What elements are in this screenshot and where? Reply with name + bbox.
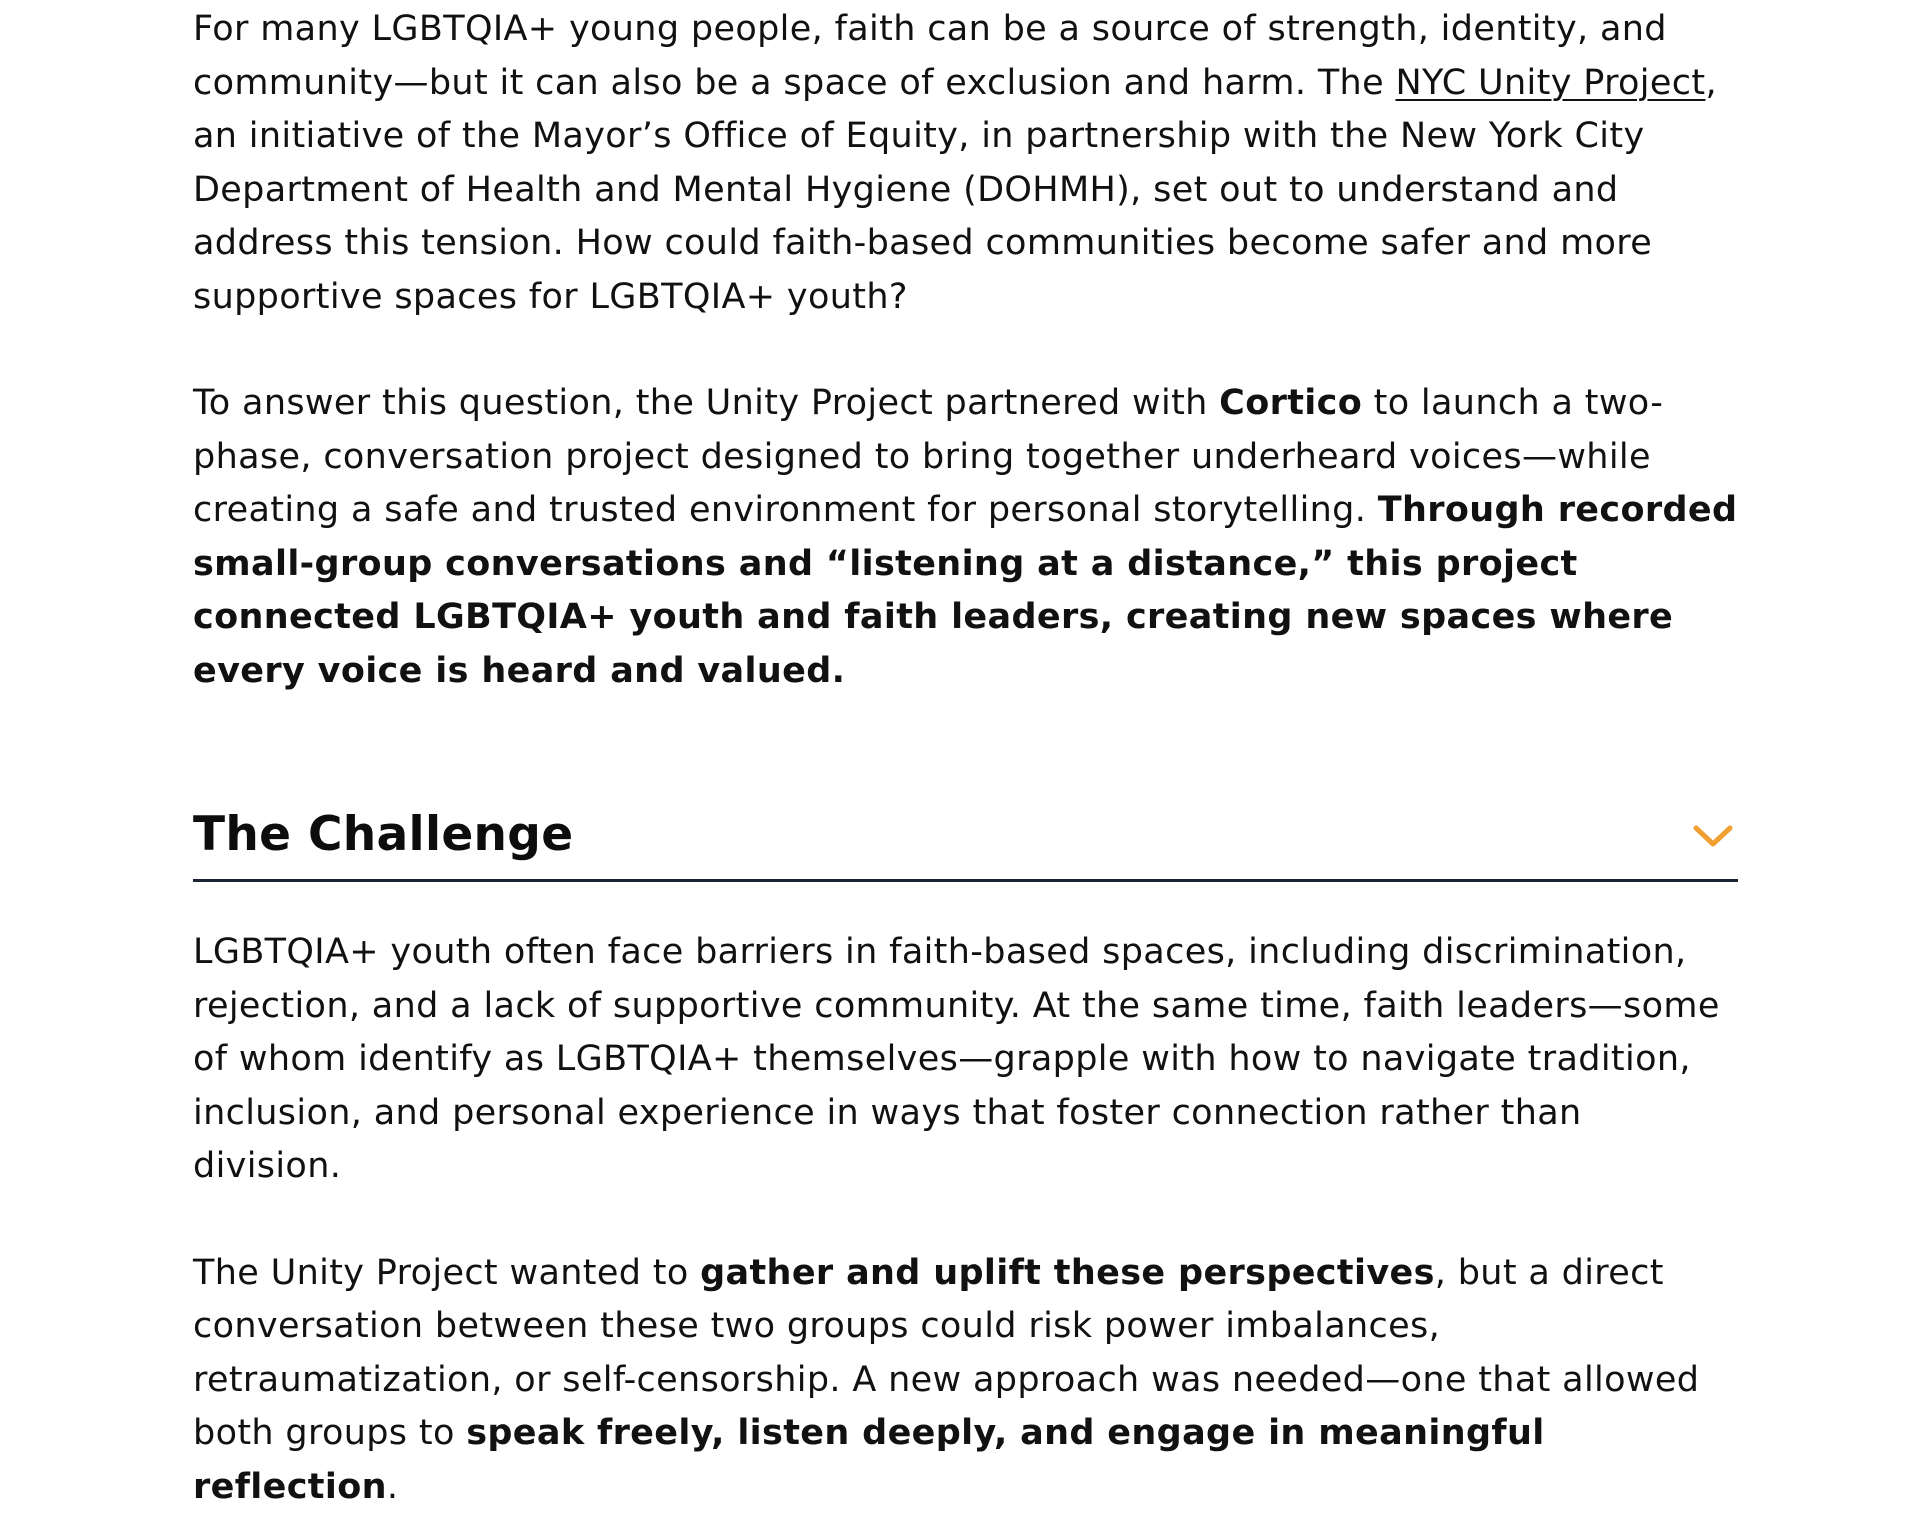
- challenge-p4-text-3: .: [387, 1467, 398, 1507]
- intro-p2-bold-cortico: Cortico: [1219, 383, 1362, 423]
- challenge-p4-bold-2: speak freely, listen deeply, and engage in meaningful reflection: [193, 1413, 1545, 1507]
- nyc-unity-project-link[interactable]: NYC Unity Project: [1395, 63, 1705, 103]
- chevron-down-icon[interactable]: [1690, 813, 1736, 859]
- challenge-p4-bold-1: gather and uplift these perspectives: [700, 1253, 1435, 1293]
- intro-p1-text-after: , an initiative of the Mayor’s Office of Equity, in partnership with the New York City Department of Health and Mental Hygiene (DOHMH), set out to understand and address this tension. How could faith-based communities become safer and more supportive spaces for LGBTQIA+ youth?: [193, 63, 1717, 317]
- challenge-heading: The Challenge: [193, 791, 1738, 879]
- intro-paragraph-1: [193, 0, 1738, 324]
- article-content: [193, 0, 1738, 1514]
- challenge-p4-text-2: , but a direct conversation between these two groups could risk power imbalances, retraumatization, or self-censorship. A new approach was needed—one that allowed both groups to: [193, 1253, 1699, 1454]
- intro-p2-text-1: To answer this question, the Unity Project partnered with: [193, 383, 1219, 423]
- challenge-p4-text-1: The Unity Project wanted to: [193, 1253, 700, 1293]
- intro-p2-text-2: to launch a two-phase, conversation project designed to bring together underheard voices—while creating a safe and trusted environment for personal storytelling.: [193, 383, 1663, 530]
- intro-p1-text-before: For many LGBTQIA+ young people, faith can be a source of strength, identity, and community—but it can also be a space of exclusion and harm. The: [193, 9, 1667, 103]
- challenge-paragraph-2: [193, 1247, 1738, 1514]
- intro-p2-bold-summary: Through recorded small-group conversations and “listening at a distance,” this project connected LGBTQIA+ youth and faith leaders, creating new spaces where every voice is heard and valued.: [193, 490, 1737, 691]
- intro-paragraph-2: [193, 377, 1738, 698]
- challenge-section-header[interactable]: [193, 791, 1738, 882]
- challenge-paragraph-1: LGBTQIA+ youth often face barriers in faith-based spaces, including discrimination, rejection, and a lack of supportive community. At the same time, faith leaders—some of whom identify as LGBTQIA+ themselves—grapple with how to navigate tradition, inclusion, and personal experience in ways that foster connection rather than division.: [193, 926, 1738, 1194]
